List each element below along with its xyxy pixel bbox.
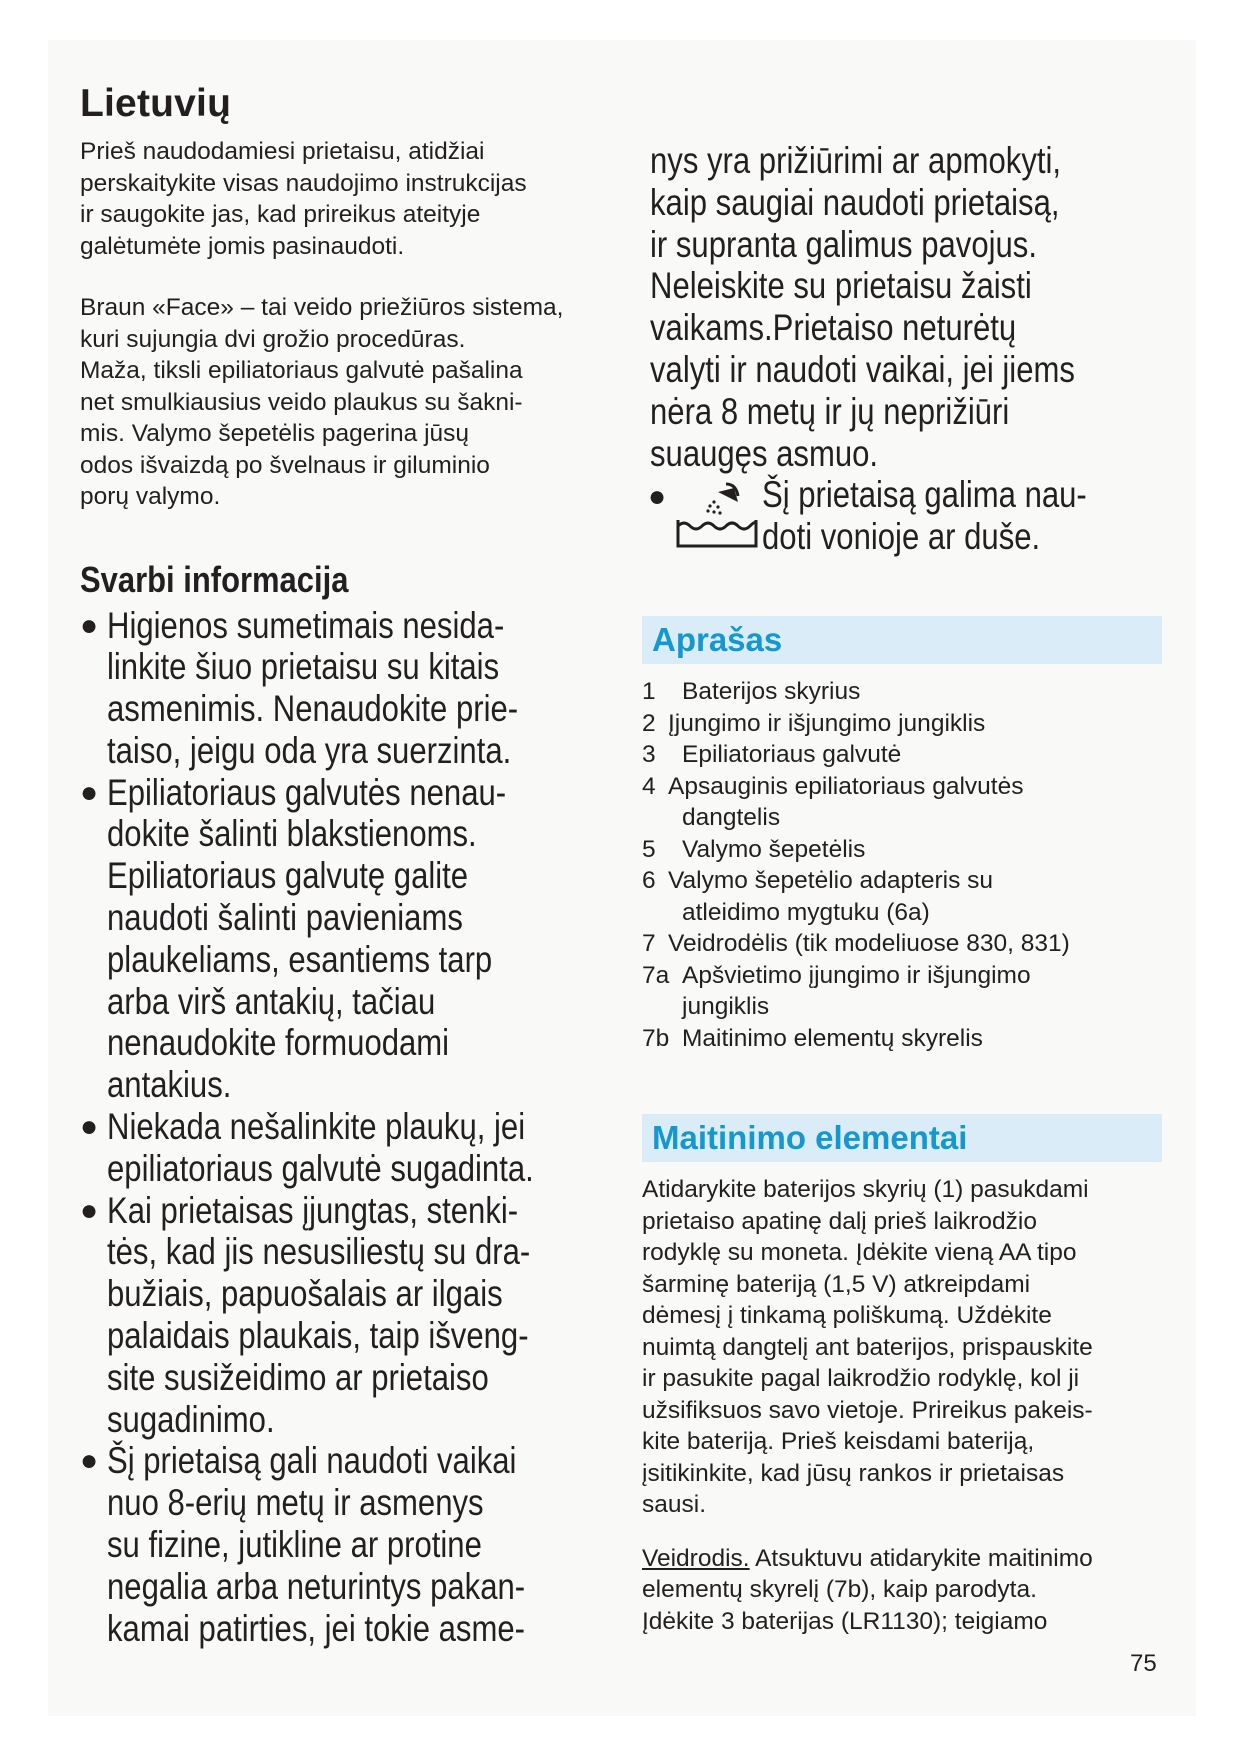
important-heading: Svarbi informacija (80, 558, 349, 600)
intro-paragraph: Prieš naudodamiesi prietaisu, atidžiai perskaitykite visas naudojimo instrukcijas ir saugokite jas, kad prireikus ateityje galėtumėte jomis pasinaudoti. (80, 138, 527, 260)
language-title: Lietuvių (80, 82, 232, 125)
description-heading: Aprašas (652, 621, 783, 659)
important-bullet-continued: nys yra prižiūrimi ar apmokyti, kaip saugiai naudoti prietaisą, ir supranta galimus pavojus. Neleiskite su prietaisu žaisti vaikams.Prietaiso neturėtų valyti ir naudoti vaikai, jei jiems nėra 8 metų ir jų neprižiūri suaugęs asmuo. (650, 140, 1075, 474)
list-item: 4 Apsauginis epiliatoriaus galvutės dangtelis (642, 772, 1024, 832)
important-bullet: ● Šį prietaisą gali naudoti vaikai nuo 8-erių metų ir asmenys su fizine, jutikline ar protine negalia arba neturintys pakan- kamai patirties, jei tokie asme- (80, 1440, 526, 1649)
parts-list (642, 676, 1172, 1054)
bullet-dot: ● (80, 1444, 99, 1478)
left-column (80, 82, 610, 1649)
description-heading-band (642, 616, 1162, 664)
list-item: 7a Apšvietimo įjungimo ir išjungimo jungiklis (642, 961, 1031, 1021)
page-number: 75 (1130, 1650, 1157, 1677)
list-item: 6 Valymo šepetėlio adapteris su atleidimo mygtuku (6a) (642, 867, 994, 926)
important-bullet: ● Epiliatoriaus galvutės nenau- dokite šalinti blakstienoms. Epiliatoriaus galvutę galite naudoti šalinti pavieniams plaukeliams, esantiems tarp arba virš antakių, tačiau nenaudokite formuodami antakius. (80, 771, 507, 1106)
list-item: 7 Veidrodėlis (tik modeliuose 830, 831) (642, 930, 1070, 958)
important-list (80, 605, 610, 1650)
description-paragraph: Braun «Face» – tai veido priežiūros sistema, kuri sujungia dvi grožio procedūras. Maža, tiksli epiliatoriaus galvutė pašalina net smulkiausius veido plaukus su šakni- mis. Valymo šepetėlis pagerina jūsų odos išvaizdą po švelnaus ir giluminio porų valymo. (80, 294, 564, 510)
mirror-label: Veidrodis. (642, 1544, 750, 1572)
list-item: 2 Įjungimo ir išjungimo jungiklis (642, 709, 986, 737)
bullet-dot: ● (648, 480, 667, 514)
important-bullet: ● Niekada nešalinkite plaukų, jei epiliatoriaus galvutė sugadinta. (80, 1106, 534, 1189)
batteries-heading: Maitinimo elementai (652, 1119, 968, 1157)
list-item: 7b Maitinimo elementų skyrelis (642, 1024, 983, 1052)
batteries-paragraph: Atidarykite baterijos skyrių (1) pasukdami prietaiso apatinę dalį prieš laikrodžio rodyklę su moneta. Įdėkite vieną AA tipo šarminę bateriją (1,5 V) atkreipdami dėmesį į tinkamą poliškumą. Uždėkite nuimtą dangtelį ant baterijos, prispauskite ir pasukite pagal laikrodžio rodyklę, kol ji užsifiksuos savo vietoje. Prireikus pakeis- kite bateriją. Prieš keisdami bateriją, įsitikinkite, kad jūsų rankos ir prietaisas sausi. (642, 1176, 1093, 1519)
bullet-dot: ● (80, 1193, 99, 1227)
important-bullet: ● Higienos sumetimais nesida- linkite šiuo prietaisu su kitais asmenimis. Nenaudokite prie- taiso, jeigu oda yra suerzinta. (80, 604, 519, 771)
bullet-dot: ● (80, 1110, 99, 1144)
batteries-heading-band (642, 1114, 1162, 1162)
list-item: 1 Baterijos skyrius (642, 678, 861, 706)
batteries-body (642, 1174, 1172, 1637)
mirror-paragraph: Veidrodis. Atsuktuvu atidarykite maitinimo elementų skyrelį (7b), kaip parodyta. Įdėkite 3 baterijas (LR1130); teigiamo (642, 1544, 1093, 1635)
right-column (642, 140, 1172, 1637)
bath-shower-icon (674, 480, 760, 552)
important-bullet: ● Šį prietaisą galima nau- doti vonioje ar duše. (648, 474, 1087, 558)
important-bullet: ● Kai prietaisas įjungtas, stenki- tės, kad jis nesusiliestų su dra- bužiais, papuošalais ar ilgais palaidais plaukais, taip išveng- site susižeidimo ar prietaiso sugadinimo. (80, 1189, 531, 1440)
list-item: 5 Valymo šepetėlis (642, 835, 866, 863)
bullet-dot: ● (80, 775, 99, 809)
list-item: 3 Epiliatoriaus galvutė (642, 741, 902, 769)
bullet-dot: ● (80, 608, 99, 642)
